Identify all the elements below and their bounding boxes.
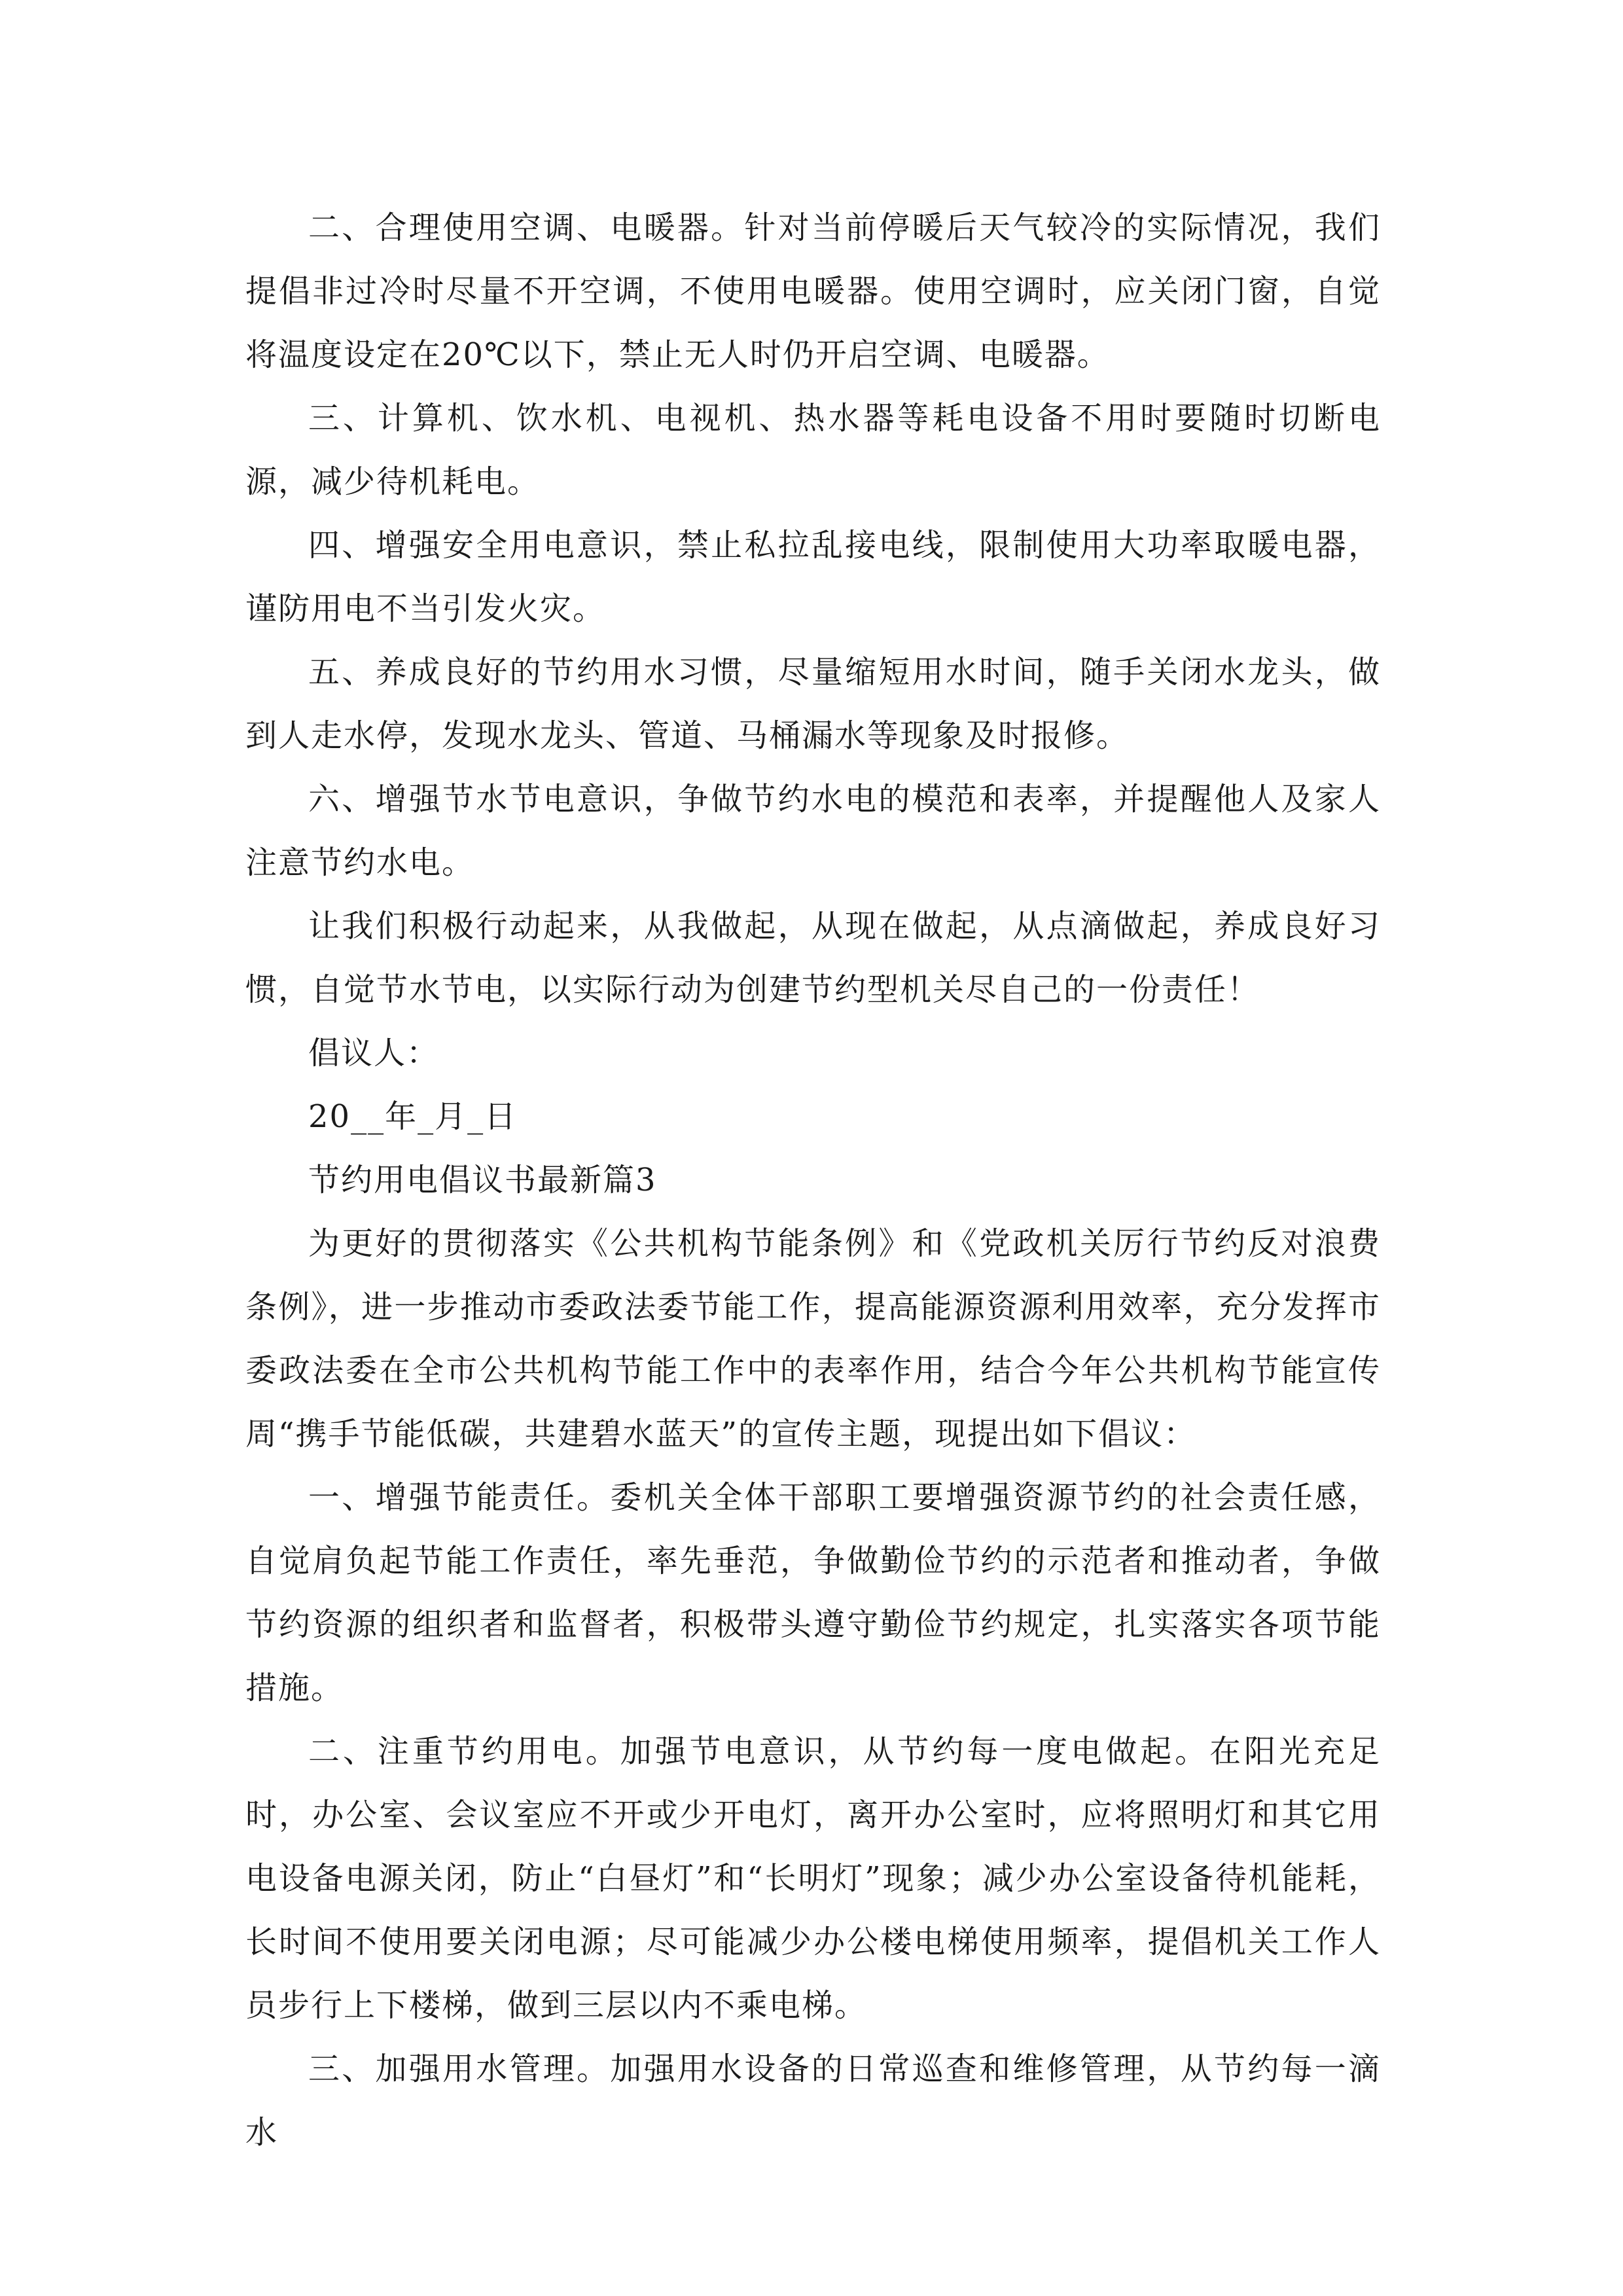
paragraph-electrical-safety: 四、增强安全用电意识，禁止私拉乱接电线，限制使用大功率取暖电器，谨防用电不当引发火灾。 (245, 527, 1381, 627)
date-line: 20__年_月_日 (308, 1098, 518, 1135)
paragraph-call-to-action: 让我们积极行动起来，从我做起，从现在做起，从点滴做起，养成良好习惯，自觉节水节电，以实际行动为创建节约型机关尽自己的一份责任！ (245, 908, 1381, 1008)
paragraph-ac-heater: 二、合理使用空调、电暖器。针对当前停暖后天气较冷的实际情况，我们提倡非过冷时尽量不开空调，不使用电暖器。使用空调时，应关闭门窗，自觉将温度设定在20℃以下，禁止无人时仍开启空调、电暖器。 (245, 209, 1381, 373)
paragraph-awareness: 六、增强节水节电意识，争做节约水电的模范和表率，并提醒他人及家人注意节约水电。 (245, 781, 1381, 881)
document-body (245, 196, 1381, 2164)
paragraph-standby-power: 三、计算机、饮水机、电视机、热水器等耗电设备不用时要随时切断电源，减少待机耗电。 (245, 400, 1381, 500)
paragraph-water-habits: 五、养成良好的节约用水习惯，尽量缩短用水时间，随手关闭水龙头，做到人走水停，发现水龙头、管道、马桶漏水等现象及时报修。 (245, 654, 1381, 754)
paragraph-energy-responsibility: 一、增强节能责任。委机关全体干部职工要增强资源节约的社会责任感，自觉肩负起节能工作责任，率先垂范，争做勤俭节约的示范者和推动者，争做节约资源的组织者和监督者，积极带头遵守勤俭节约规定，扎实落实各项节能措施。 (245, 1479, 1381, 1706)
paragraph-water-management: 三、加强用水管理。加强用水设备的日常巡查和维修管理，从节约每一滴水 (245, 2051, 1381, 2151)
paragraph-save-electricity: 二、注重节约用电。加强节电意识，从节约每一度电做起。在阳光充足时，办公室、会议室应不开或少开电灯，离开办公室时，应将照明灯和其它用电设备电源关闭，防止“白昼灯”和“长明灯”现象；减少办公室设备待机能耗，长时间不使用要关闭电源；尽可能减少办公楼电梯使用频率，提倡机关工作人员步行上下楼梯，做到三层以内不乘电梯。 (245, 1733, 1381, 2024)
paragraph-intro: 为更好的贯彻落实《公共机构节能条例》和《党政机关厉行节约反对浪费条例》，进一步推动市委政法委节能工作，提高能源资源利用效率，充分发挥市委政法委在全市公共机构节能工作中的表率作用，结合今年公共机构节能宣传周“携手节能低碳，共建碧水蓝天”的宣传主题，现提出如下倡议： (245, 1225, 1381, 1452)
signer-label: 倡议人： (308, 1035, 440, 1071)
section-title: 节约用电倡议书最新篇3 (308, 1162, 657, 1198)
